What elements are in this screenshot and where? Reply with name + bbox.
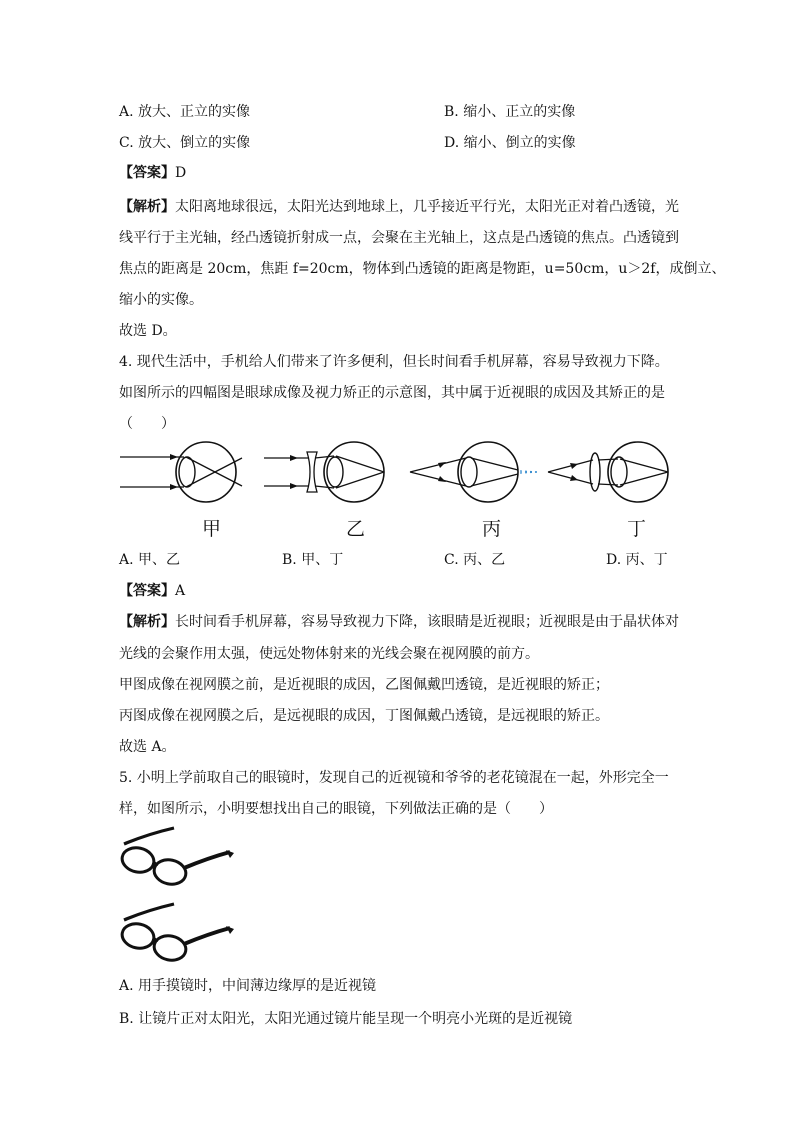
analysis-tag: 【解析】 <box>119 199 175 215</box>
figure-label-bing: 丙 <box>482 518 502 540</box>
eye-diagram-bing <box>408 440 544 508</box>
q4-answer <box>119 582 185 600</box>
q5-stem-line-1: 5. 小明上学前取自己的眼镜时，发现自己的近视镜和爷爷的老花镜混在一起，外形完全一 <box>119 770 669 786</box>
q5-option-b: B. 让镜片正对太阳光，太阳光通过镜片能呈现一个明亮小光斑的是近视镜 <box>119 1011 573 1027</box>
q3-option-c: C. 放大、倒立的实像 <box>119 135 251 151</box>
q3-answer <box>119 164 186 182</box>
figure-label-ding: 丁 <box>627 518 647 540</box>
q4-conclusion: 故选 A。 <box>119 739 176 755</box>
q3-analysis-line-4: 缩小的实像。 <box>119 292 203 308</box>
q3-conclusion: 故选 D。 <box>119 323 177 339</box>
eye-diagram-ding <box>546 440 676 508</box>
analysis-text: 长时间看手机屏幕，容易导致视力下降，该眼睛是近视眼；近视眼是由于晶状体对 <box>175 614 679 630</box>
q3-option-a: A. 放大、正立的实像 <box>119 104 251 120</box>
analysis-tag: 【解析】 <box>119 614 175 630</box>
q4-analysis-line-1 <box>119 613 679 631</box>
q4-option-b: B. 甲、丁 <box>282 552 344 568</box>
eye-diagram-yi <box>262 440 392 508</box>
answer-value: A <box>175 583 186 599</box>
q4-analysis-line-2: 光线的会聚作用太强，使远处物体射来的光线会聚在视网膜的前方。 <box>119 646 539 662</box>
q3-option-b: B. 缩小、正立的实像 <box>444 104 576 120</box>
q4-stem-line-2: 如图所示的四幅图是眼球成像及视力矫正的示意图，其中属于近视眼的成因及其矫正的是 <box>119 385 665 401</box>
q4-analysis-line-3: 甲图成像在视网膜之前，是近视眼的成因，乙图佩戴凹透镜，是近视眼的矫正； <box>119 677 609 693</box>
q4-option-d: D. 丙、丁 <box>606 552 668 568</box>
q3-analysis-line-2: 线平行于主光轴，经凸透镜折射成一点，会聚在主光轴上，这点是凸透镜的焦点。凸透镜到 <box>119 230 679 246</box>
figure-label-yi: 乙 <box>346 518 366 540</box>
q4-option-c: C. 丙、乙 <box>444 552 506 568</box>
answer-value: D <box>175 165 187 181</box>
glasses-image-1 <box>118 826 236 888</box>
analysis-text: 太阳离地球很远，太阳光达到地球上，几乎接近平行光，太阳光正对着凸透镜，光 <box>175 199 679 215</box>
q5-stem-line-2: 样，如图所示，小明要想找出自己的眼镜，下列做法正确的是（ ） <box>119 801 553 817</box>
q5-option-a: A. 用手摸镜时，中间薄边缘厚的是近视镜 <box>119 978 377 994</box>
glasses-image-2 <box>118 902 236 964</box>
q3-analysis-line-3: 焦点的距离是 20cm，焦距 f=20cm，物体到凸透镜的距离是物距，u=50cm，u＞2f，成倒立、 <box>119 261 726 277</box>
figure-label-jia: 甲 <box>202 518 222 540</box>
q4-stem-line-3: （ ） <box>119 416 175 432</box>
answer-tag: 【答案】 <box>119 165 175 181</box>
q4-analysis-line-4: 丙图成像在视网膜之后，是远视眼的成因，丁图佩戴凸透镜，是远视眼的矫正。 <box>119 708 609 724</box>
q3-analysis-line-1 <box>119 198 679 216</box>
q3-option-d: D. 缩小、倒立的实像 <box>444 135 576 151</box>
eye-diagram-jia <box>118 440 248 508</box>
q4-stem-line-1: 4. 现代生活中，手机给人们带来了许多便利，但长时间看手机屏幕，容易导致视力下降。 <box>119 354 669 370</box>
answer-tag: 【答案】 <box>119 583 175 599</box>
q4-option-a: A. 甲、乙 <box>119 552 181 568</box>
